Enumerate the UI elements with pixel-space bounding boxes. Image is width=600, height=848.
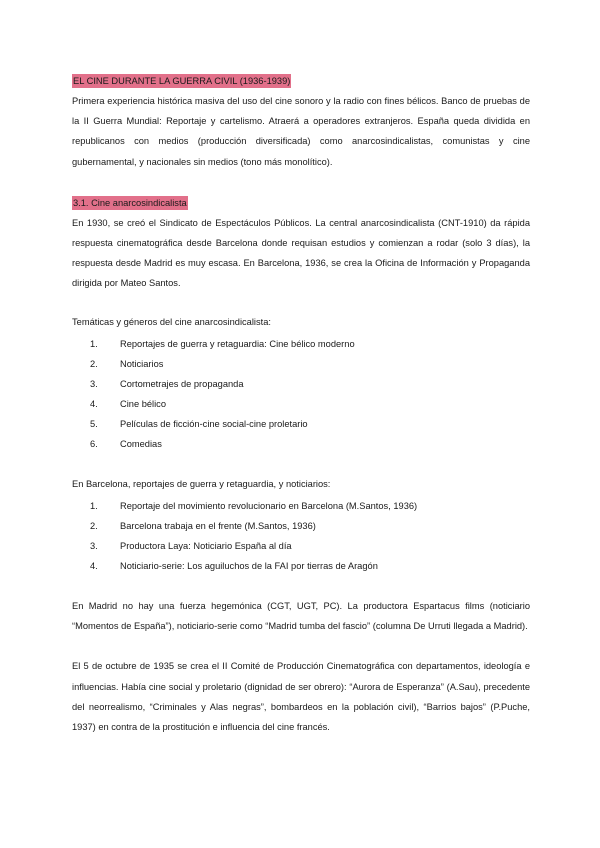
list-item-number: 3. <box>90 541 98 552</box>
madrid-paragraph: En Madrid no hay una fuerza hegemónica (CGT, UGT, PC). La productora Espartacus films (noticiario “Momentos de España”), noticiario-serie como “Madrid tumba del fascio” (columna De Urruti llegada a Madrid). <box>72 601 530 632</box>
list-item-text: Noticiario-serie: Los aguiluchos de la FAI por tierras de Aragón <box>120 561 378 572</box>
intro-paragraph: Primera experiencia histórica masiva del uso del cine sonoro y la radio con fines bélicos. Banco de pruebas de la II Guerra Mundial: Reportaje y cartelismo. Atraerá a operadores extranjeros. España queda dividida en republicanos con medios (producción diversificada) como anarcosindicalistas, comunistas y cine gubernamental, y nacionales sin medios (tono más monolítico). <box>72 96 530 167</box>
list-item-number: 2. <box>90 521 98 532</box>
list-item-text: Cortometrajes de propaganda <box>120 378 244 389</box>
list-item-number: 1. <box>90 501 98 512</box>
list1-intro: Temáticas y géneros del cine anarcosindicalista: <box>72 316 271 327</box>
list-item <box>90 556 530 576</box>
list-item <box>90 434 530 454</box>
list-item-number: 1. <box>90 338 98 349</box>
list-item-text: Cine bélico <box>120 398 166 409</box>
list-item <box>90 354 530 374</box>
subsection-heading-anarcosindicalista: 3.1. Cine anarcosindicalista <box>73 197 187 208</box>
list-item-number: 4. <box>90 398 98 409</box>
list-item <box>90 334 530 354</box>
barcelona-reportajes-list <box>72 496 530 576</box>
list-item <box>90 496 530 516</box>
list-item-text: Barcelona trabaja en el frente (M.Santos, 1936) <box>120 521 316 532</box>
list-item-text: Reportajes de guerra y retaguardia: Cine bélico moderno <box>120 338 355 349</box>
comite-paragraph: El 5 de octubre de 1935 se crea el II Comité de Producción Cinematográfica con departamentos, ideología e influencias. Había cine social y proletario (dignidad de ser obrero): “Aurora de Esperanza” (A.Sau), precedente del neorrealismo, “Criminales y Alas negras”, bombardeos en la población civil), “Barrios bajos” (P.Puche, 1937) en contra de la prostitución e influencia del cine francés. <box>72 661 530 733</box>
list-item-number: 6. <box>90 438 98 449</box>
spacer <box>72 172 530 193</box>
list-item-text: Películas de ficción-cine social-cine proletario <box>120 418 308 429</box>
list-item-number: 5. <box>90 418 98 429</box>
spacer <box>72 294 530 312</box>
subsection-heading-wrapper <box>72 193 530 209</box>
list-item-text: Comedias <box>120 438 162 449</box>
list-item-number: 2. <box>90 358 98 369</box>
list-item <box>90 374 530 394</box>
spacer <box>72 454 530 474</box>
list-item-number: 3. <box>90 378 98 389</box>
spacer <box>72 576 530 596</box>
list2-intro: En Barcelona, reportajes de guerra y retaguardia, y noticiarios: <box>72 478 331 489</box>
list-item-number: 4. <box>90 561 98 572</box>
section-heading-wrapper <box>72 71 530 87</box>
list-item-text: Noticiarios <box>120 358 164 369</box>
spacer <box>72 636 530 656</box>
list-item <box>90 516 530 536</box>
genres-list <box>72 334 530 454</box>
list-item <box>90 414 530 434</box>
list-item <box>90 394 530 414</box>
list-item-text: Productora Laya: Noticiario España al día <box>120 541 292 552</box>
anarcosindicalista-paragraph: En 1930, se creó el Sindicato de Espectáculos Públicos. La central anarcosindicalista (CNT-1910) da rápida respuesta cinematográfica desde Barcelona donde requisan estudios y comienzan a rodar (solo 3 días), la respuesta desde Madrid es muy escasa. En Barcelona, 1936, se crea la Oficina de Información y Propaganda dirigida por Mateo Santos. <box>72 217 530 289</box>
section-heading-civil-war: EL CINE DURANTE LA GUERRA CIVIL (1936-1939) <box>73 76 291 86</box>
list-item <box>90 536 530 556</box>
list-item-text: Reportaje del movimiento revolucionario en Barcelona (M.Santos, 1936) <box>120 501 418 512</box>
